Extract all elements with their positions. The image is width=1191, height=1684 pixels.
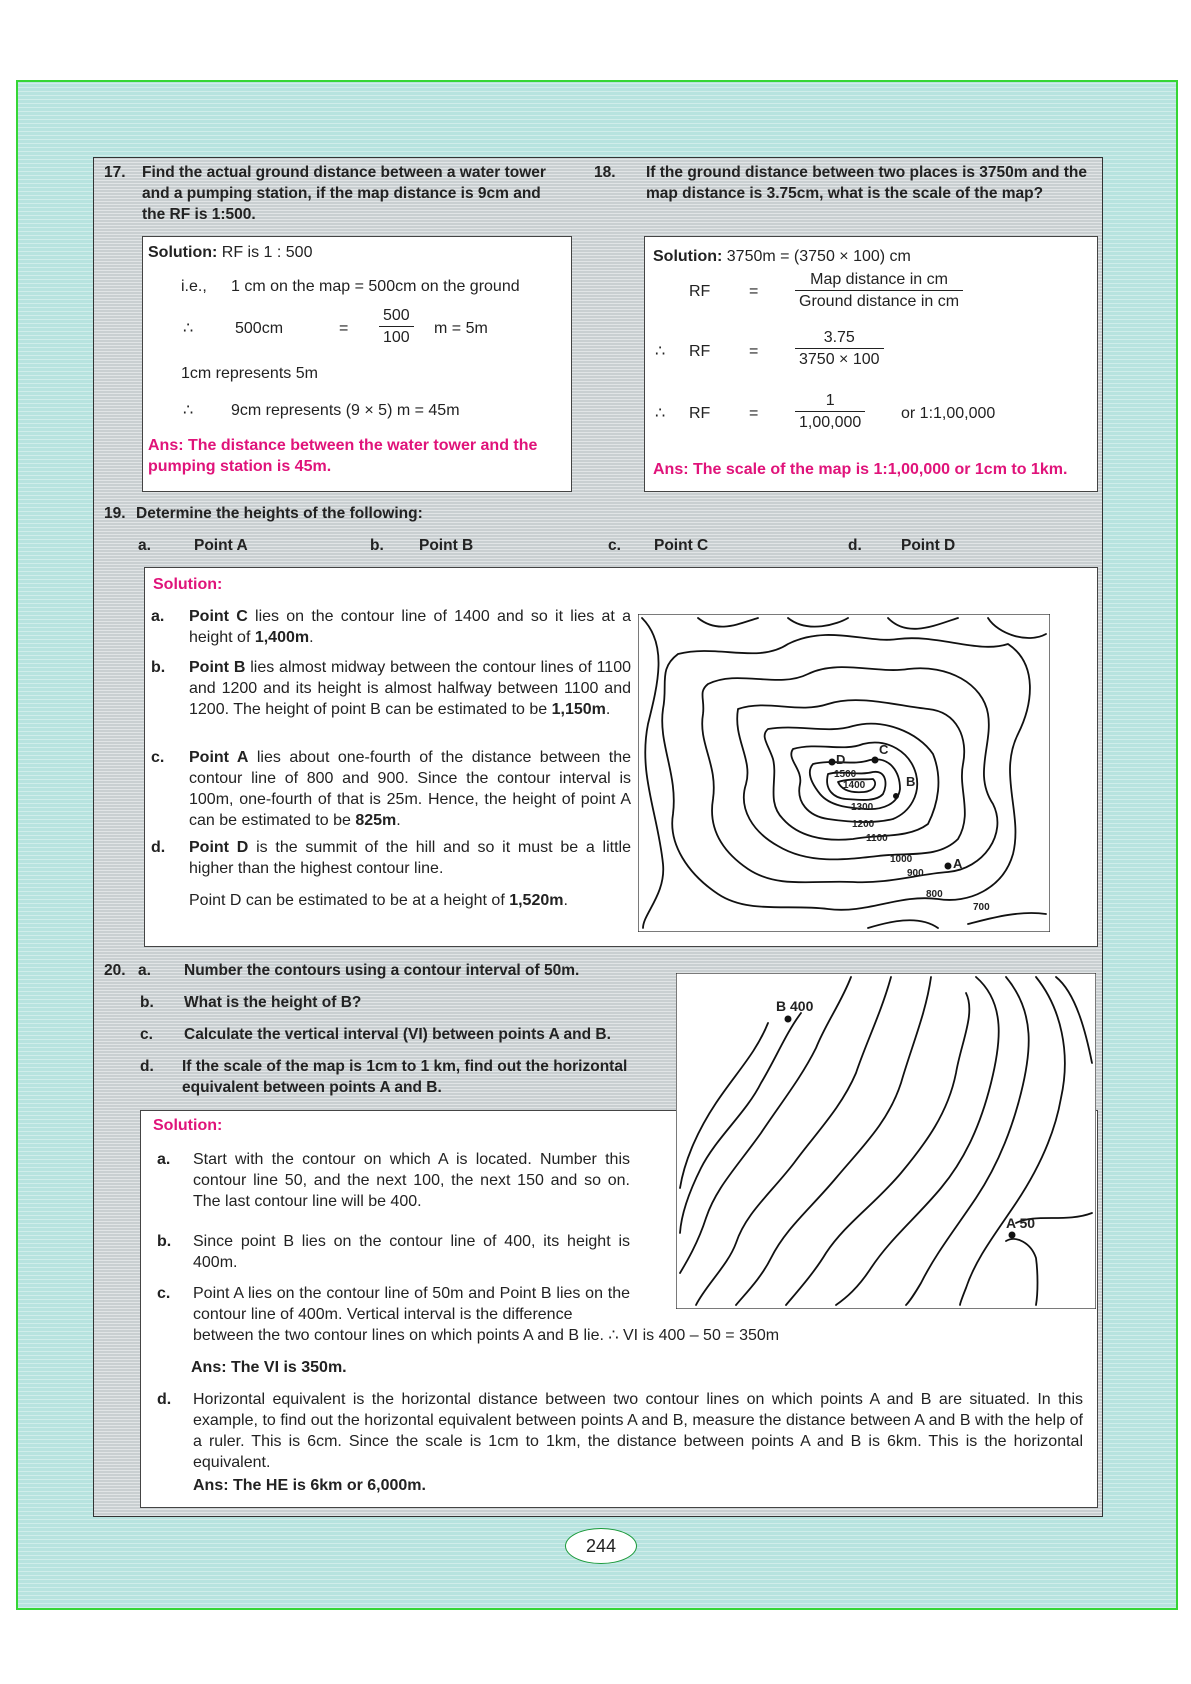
q20-d: If the scale of the map is 1cm to 1 km, find out the horizontal equivalent between points A and B. [182,1058,628,1096]
q18-rf-2: RF [689,343,711,360]
q19-opt-c-key: c. [608,537,621,554]
map2-label-a: A 50 [1006,1215,1036,1231]
q19-question: Determine the heights of the following: [136,505,423,522]
q19-solution-box [144,567,1098,947]
q17-solution-box [142,236,572,492]
point-a-marker [945,863,952,870]
map1-label-1300: 1300 [851,802,874,813]
q18-rf-3: RF [689,405,711,422]
q20-c-key: c. [140,1026,153,1043]
map1-label-1500: 1500 [834,769,857,780]
q18-eq-2: = [749,343,759,360]
q20-sol-c-key: c. [157,1285,171,1302]
map1-label-1000: 1000 [890,854,913,865]
q19-number: 19. [104,505,126,522]
q20-sol-d-answer: Ans: The HE is 6km or 6,000m. [193,1477,426,1494]
q19-opt-c: Point C [654,537,709,554]
q17-ie: i.e., [181,278,207,295]
q17-fraction: $\frac{500}{100}$ [379,305,414,348]
page-number: 244 [565,1528,637,1564]
q20-d-key: d. [140,1058,154,1075]
q19-sol-d-extra: Point D can be estimated to be at a height of 1,520m. [189,892,568,909]
point-b-marker [893,793,899,799]
map1-label-a: A [953,856,963,871]
q20-c: Calculate the vertical interval (VI) between points A and B. [184,1026,611,1043]
q17-ie-text: 1 cm on the map = 500cm on the ground [231,278,520,295]
q20-sol-b: Since point B lies on the contour line of 400, its height is 400m. [193,1233,630,1271]
q20-a-key: a. [138,962,151,979]
map1-label-b: B [906,774,916,789]
contour-map-hill [638,614,1050,932]
q17-1cm-represents: 1cm represents 5m [181,365,318,382]
q20-a: Number the contours using a contour interval of 50m. [184,962,580,979]
q17-5m: m = 5m [434,320,488,337]
q20-b-key: b. [140,994,154,1011]
q20-sol-c-answer: Ans: The VI is 350m. [191,1359,347,1376]
q17-rf: RF is 1 : 500 [221,244,313,261]
q20-sol-c-2: between the two contour lines on which points A and B lie. ∴ VI is 400 – 50 = 350m [193,1327,780,1344]
q18-fraction-3: $\frac{1}{1,00,000}$ [795,390,865,433]
q17-therefore-1: ∴ [183,320,194,337]
q19-solution-label: Solution: [153,576,223,593]
q18-number: 18. [594,164,616,181]
q19-opt-d-key: d. [848,537,862,554]
q17-question: Find the actual ground distance between a water tower and a pumping station, if the map distance is 9cm and the RF is 1:500. [142,164,546,223]
q20-sol-d-key: d. [157,1391,172,1408]
q18-fraction-1: $\frac{\text{Map distance in cm}}{\text{Ground distance in cm}}$ [795,269,963,312]
q18-rf-1: RF [689,283,711,300]
q18-or-text: or 1:1,00,000 [901,405,996,422]
q20-sol-a: Start with the contour on which A is located. Number this contour line 50, and the next 100, the next 150 and so on. The last contour line will be 400. [193,1151,630,1210]
map1-label-c: C [879,742,889,757]
q19-sol-c: Point A lies about one-fourth of the distance between the contour line of 800 and 900. Since the contour interval is 100m, one-fourth of that is 25m. Hence, the height of point A can be estimated to be 825m. [189,749,631,829]
q17-therefore-2: ∴ [183,402,194,419]
q20-sol-b-key: b. [157,1233,172,1250]
map1-label-1400: 1400 [843,780,866,791]
q17-9cm-represents: 9cm represents (9 × 5) m = 45m [231,402,460,419]
q17-answer: Ans: The distance between the water tower and the pumping station is 45m. [148,437,538,475]
map2-label-b: B 400 [776,998,814,1014]
map1-label-d: D [836,752,846,767]
q20-b: What is the height of B? [184,994,362,1011]
q20-sol-d: Horizontal equivalent is the horizontal distance between two contour lines on which points A and B are situated. In this example, to find out the horizontal equivalent between points A and B, measure the distance between A and B with the help of a ruler. This is 6cm. Since the scale is 1cm to 1km, the distance between points A and B is 6km. This is the horizontal equivalent. [193,1391,1083,1471]
q19-sol-a-key: a. [151,608,165,625]
map1-label-800: 800 [926,889,943,900]
q18-solution-box [644,236,1098,492]
map2-point-b [785,1016,792,1023]
q19-sol-b: Point B lies almost midway between the contour lines of 1100 and 1200 and its height is almost halfway between 1100 and 1200. The height of point B can be estimated to be 1,150m. [189,659,631,718]
q17-number: 17. [104,164,126,181]
q19-opt-b: Point B [419,537,474,554]
map1-label-700: 700 [973,902,990,913]
map1-label-1100: 1100 [866,833,888,844]
q19-opt-d: Point D [901,537,956,554]
q18-eq-3: = [749,405,759,422]
q19-opt-b-key: b. [370,537,384,554]
q19-sol-b-key: b. [151,659,166,676]
point-d-marker [829,759,836,766]
q20-solution-label: Solution: [153,1117,223,1134]
map1-label-1200: 1200 [852,819,875,830]
q18-question: If the ground distance between two places is 3750m and the map distance is 3.75cm, what is the scale of the map? [646,164,1087,202]
q17-equals: = [339,320,349,337]
q18-therefore-1: ∴ [655,343,666,360]
q19-sol-d-key: d. [151,839,166,856]
contour-map-ab [676,973,1096,1309]
q19-sol-d: Point D is the summit of the hill and so it must be a little higher than the highest contour line. [189,839,632,877]
map2-point-a [1009,1232,1016,1239]
q20-number: 20. [104,962,126,979]
q19-opt-a: Point A [194,537,248,554]
q19-sol-c-key: c. [151,749,165,766]
q18-fraction-2: $\frac{3.75}{3750 \times 100}$ [795,327,884,370]
q18-eq-1: = [749,283,759,300]
q19-sol-a: Point C lies on the contour line of 1400 and so it lies at a height of 1,400m. [189,608,632,646]
q18-solution-label: Solution: [653,248,723,265]
worksheet-page [93,157,1103,1517]
q17-solution-label: Solution: [148,244,218,261]
point-c-marker [872,757,879,764]
q17-500cm: 500cm [235,320,284,337]
map1-label-900: 900 [907,868,924,879]
q19-opt-a-key: a. [138,537,151,554]
q20-sol-a-key: a. [157,1151,171,1168]
q18-solution-text: 3750m = (3750 × 100) cm [726,248,911,265]
q18-therefore-2: ∴ [655,405,666,422]
q18-answer: Ans: The scale of the map is 1:1,00,000 or 1cm to 1km. [653,461,1068,478]
q20-sol-c-1: Point A lies on the contour line of 50m and Point B lies on the contour line of 400m. Vertical interval is the difference [193,1285,630,1323]
